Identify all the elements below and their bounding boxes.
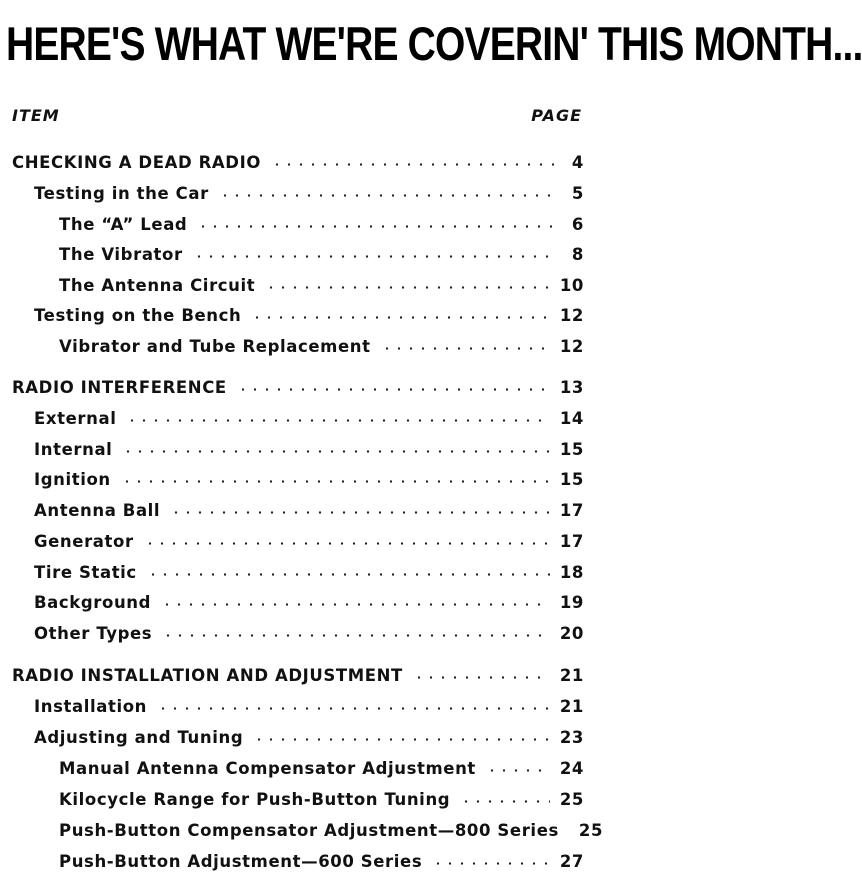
toc-entry-label: Push-Button Compensator Adjustment—800 Series: [59, 821, 559, 840]
toc-page-number: 18: [559, 563, 584, 582]
toc-page-number: 12: [559, 306, 584, 325]
toc-page-number: 20: [559, 624, 584, 643]
toc-page-number: 10: [559, 276, 584, 295]
dot-leader: [193, 255, 556, 258]
toc-entry-label: RADIO INTERFERENCE: [12, 378, 227, 397]
dot-leader: [460, 800, 550, 803]
toc-page-number: 25: [578, 821, 604, 840]
toc-entry: [34, 402, 584, 428]
toc-page-number: 8: [571, 245, 584, 264]
toc-subentry: [59, 330, 584, 356]
dot-leader: [122, 450, 549, 453]
page-column-header: PAGE: [531, 106, 582, 125]
toc-page-number: 27: [559, 852, 584, 871]
dot-leader: [432, 862, 550, 865]
dot-leader: [219, 194, 556, 197]
item-column-header: ITEM: [12, 106, 60, 125]
toc-subentry: [59, 814, 604, 840]
toc-page-number: 4: [571, 153, 584, 172]
toc-entry-label: Testing in the Car: [34, 184, 209, 203]
toc-entry-label: Ignition: [34, 470, 111, 489]
dot-leader: [271, 163, 556, 166]
dot-leader: [147, 573, 550, 576]
toc-entry-label: The Vibrator: [59, 245, 183, 264]
toc-entry: [34, 617, 584, 643]
dot-leader: [162, 634, 550, 637]
toc-entry-label: The Antenna Circuit: [59, 276, 256, 295]
toc-section: [12, 371, 584, 397]
toc-page-number: 19: [559, 593, 584, 612]
toc-page-number: 15: [559, 470, 584, 489]
toc-entry-label: Testing on the Bench: [34, 306, 242, 325]
toc-entry: [34, 586, 584, 612]
toc-entry: [34, 433, 584, 459]
toc-entry-label: Push-Button Adjustment—600 Series: [59, 852, 423, 871]
toc-section: [12, 146, 584, 172]
toc-entry-label: Tire Static: [34, 563, 137, 582]
dot-leader: [265, 286, 550, 289]
dot-leader: [237, 388, 550, 391]
toc-page-number: 5: [571, 184, 584, 203]
toc-page-number: 15: [559, 440, 584, 459]
dot-leader: [197, 225, 556, 228]
toc-page-number: 13: [559, 378, 584, 397]
dot-leader: [157, 707, 550, 710]
toc-entry-label: Background: [34, 593, 152, 612]
dot-leader: [253, 738, 550, 741]
toc-entry: [34, 299, 584, 325]
toc-entry: [34, 525, 584, 551]
toc-entry-label: External: [34, 409, 117, 428]
toc-page-number: 25: [559, 790, 584, 809]
toc-page-number: 21: [559, 697, 584, 716]
toc-entry: [34, 556, 584, 582]
dot-leader: [170, 511, 550, 514]
toc-entry: [34, 721, 584, 747]
dot-leader: [161, 603, 550, 606]
toc-page-number: 24: [559, 759, 584, 778]
page-title: HERE'S WHAT WE'RE COVERIN' THIS MONTH...: [6, 17, 862, 70]
dot-leader: [121, 480, 550, 483]
toc-page-number: 6: [571, 215, 584, 234]
toc-subentry: [59, 752, 584, 778]
toc-entry-label: Antenna Ball: [34, 501, 161, 520]
toc-subentry: [59, 845, 584, 871]
toc-section: [12, 659, 584, 685]
toc-page-number: 21: [559, 666, 584, 685]
toc-entry-label: Vibrator and Tube Replacement: [59, 337, 371, 356]
toc-subentry: [59, 269, 584, 295]
toc-page-number: 12: [559, 337, 584, 356]
toc-page-number: 23: [559, 728, 584, 747]
toc-entry: [34, 690, 584, 716]
toc-page-number: 17: [559, 501, 584, 520]
toc-entry: [34, 177, 584, 203]
toc-entry: [34, 494, 584, 520]
dot-leader: [486, 769, 550, 772]
dot-leader: [251, 316, 549, 319]
dot-leader: [413, 676, 550, 679]
toc-entry-label: RADIO INSTALLATION AND ADJUSTMENT: [12, 666, 403, 685]
toc-entry-label: CHECKING A DEAD RADIO: [12, 153, 261, 172]
toc-entry: [34, 463, 584, 489]
dot-leader: [126, 419, 549, 422]
dot-leader: [144, 542, 550, 545]
toc-page-number: 14: [559, 409, 584, 428]
toc-entry-label: Adjusting and Tuning: [34, 728, 244, 747]
toc-entry-label: Generator: [34, 532, 134, 551]
toc-subentry: [59, 208, 584, 234]
toc-page-number: 17: [559, 532, 584, 551]
toc-entry-label: Other Types: [34, 624, 153, 643]
toc-entry-label: The “A” Lead: [59, 215, 188, 234]
toc-entry-label: Installation: [34, 697, 147, 716]
toc-entry-label: Manual Antenna Compensator Adjustment: [59, 759, 476, 778]
toc-subentry: [59, 238, 584, 264]
toc-entry-label: Kilocycle Range for Push-Button Tuning: [59, 790, 451, 809]
toc-subentry: [59, 783, 584, 809]
toc-entry-label: Internal: [34, 440, 113, 459]
dot-leader: [381, 347, 550, 350]
